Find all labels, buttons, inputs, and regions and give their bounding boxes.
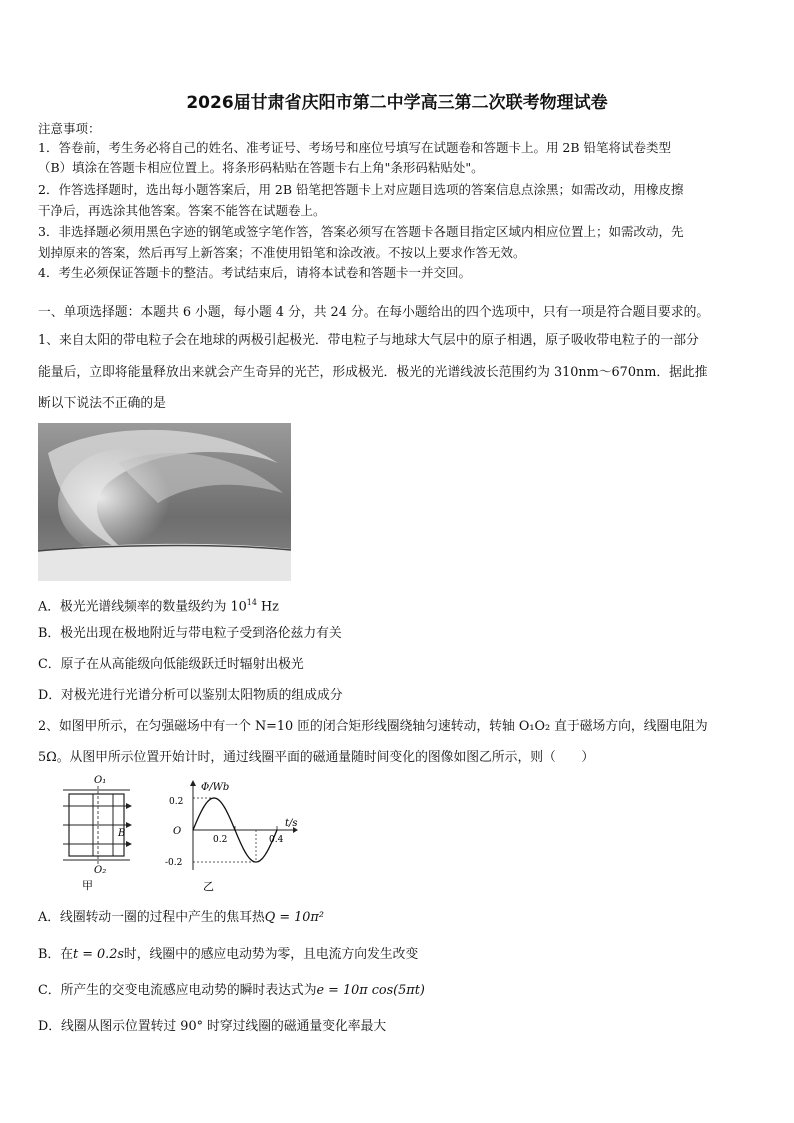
q1-option-b: B．极光出现在极地附近与带电粒子受到洛伦兹力有关 [38, 626, 342, 641]
figure-caption: 乙 [203, 880, 214, 893]
data-point [245, 852, 246, 853]
notice-line: （B）填涂在答题卡相应位置上。将条形码粘贴在答题卡右上角"条形码粘贴处"。 [38, 160, 484, 175]
data-point [234, 829, 235, 830]
q1-stem-line: 能量后，立即将能量释放出来就会产生奇异的光芒，形成极光．极光的光谱线波长范围约为 310nm～670nm．据此推 [38, 365, 708, 380]
x-axis-label: t/s [285, 818, 298, 829]
tick-label-x2: 0.4 [269, 835, 284, 845]
tick-label-x1: 0.2 [213, 835, 228, 845]
data-point [276, 829, 277, 830]
q1-option-c: C．原子在从高能级向低能级跃迁时辐射出极光 [38, 657, 304, 672]
data-point [266, 852, 267, 853]
q1-stem-line: 1、来自太阳的带电粒子会在地球的两极引起极光．带电粒子与地球大气层中的原子相遇，原子吸收带电粒子的一部分 [38, 333, 699, 348]
b-label: B [118, 828, 126, 839]
section-heading: 一、单项选择题：本题共 6 小题，每小题 4 分，共 24 分。在每小题给出的四个选项中，只有一项是符合题目要求的。 [38, 305, 710, 320]
data-point [213, 797, 214, 798]
q2-option-b: B．在t = 0.2s时，线圈中的感应电动势为零，且电流方向发生改变 [38, 947, 419, 962]
q1-option-d: D．对极光进行光谱分析可以鉴别太阳物质的组成成分 [38, 688, 343, 703]
q2-stem-line: 2、如图甲所示，在匀强磁场中有一个 N=10 匝的闭合矩形线圈绕轴匀速转动，转轴 O₁O₂ 直于磁场方向，线圈电阻为 [38, 719, 708, 734]
notice-line: 4．考生必须保证答题卡的整洁。考试结束后，请将本试卷和答题卡一并交回。 [38, 265, 471, 280]
page-title: 2026届甘肃省庆阳市第二中学高三第二次联考物理试卷 [186, 93, 608, 113]
q2-option-c: C．所产生的交变电流感应电动势的瞬时表达式为e = 10π cos(5πt) [38, 983, 425, 998]
o2-label: O₂ [94, 865, 107, 876]
tick-label-y-neg: -0.2 [165, 858, 183, 868]
notice-line: 划掉原来的答案，然后再写上新答案；不准使用铅笔和涂改液。不按以上要求作答无效。 [38, 245, 526, 260]
data-point [255, 861, 256, 862]
data-point [192, 829, 193, 830]
q2-option-a: A．线圈转动一圈的过程中产生的焦耳热Q = 10π² [38, 910, 324, 925]
q2-stem-line: 5Ω。从图甲所示位置开始计时，通过线圈平面的磁通量随时间变化的图像如图乙所示，则（ ） [38, 750, 595, 765]
o1-label: O₁ [94, 775, 107, 786]
tick-label-y-pos: 0.2 [169, 797, 184, 807]
notice-heading: 注意事项： [38, 121, 101, 136]
notice-line: 2．作答选择题时，选出每小题答案后，用 2B 铅笔把答题卡上对应题目选项的答案信息点涂黑；如需改动，用橡皮擦 [38, 182, 684, 197]
q2-option-d: D．线圈从图示位置转过 90° 时穿过线圈的磁通量变化率最大 [38, 1019, 387, 1034]
y-axis-label: Φ/Wb [201, 782, 230, 793]
q1-option-a: A．极光光谱线频率的数量级约为 $10^{14}$ Hz [38, 598, 279, 615]
notice-line: 干净后，再选涂其他答案。答案不能答在试题卷上。 [38, 203, 326, 218]
origin-label: O [173, 826, 182, 837]
data-point [203, 807, 204, 808]
y-axis-arrow [190, 780, 196, 786]
notice-line: 1．答卷前，考生务必将自己的姓名、准考证号、考场号和座位号填写在试题卷和答题卡上。用 2B 铅笔将试卷类型 [38, 140, 672, 155]
figure-jia [58, 772, 148, 892]
aurora-photo [38, 423, 291, 581]
figure-yi [165, 778, 315, 896]
q1-stem-line: 断以下说法不正确的是 [38, 396, 166, 411]
data-point [224, 807, 225, 808]
figure-caption: 甲 [82, 879, 93, 892]
notice-line: 3．非选择题必须用黑色字迹的钢笔或签字笔作答，答案必须写在答题卡各题目指定区域内相应位置上；如需改动，先 [38, 224, 684, 239]
